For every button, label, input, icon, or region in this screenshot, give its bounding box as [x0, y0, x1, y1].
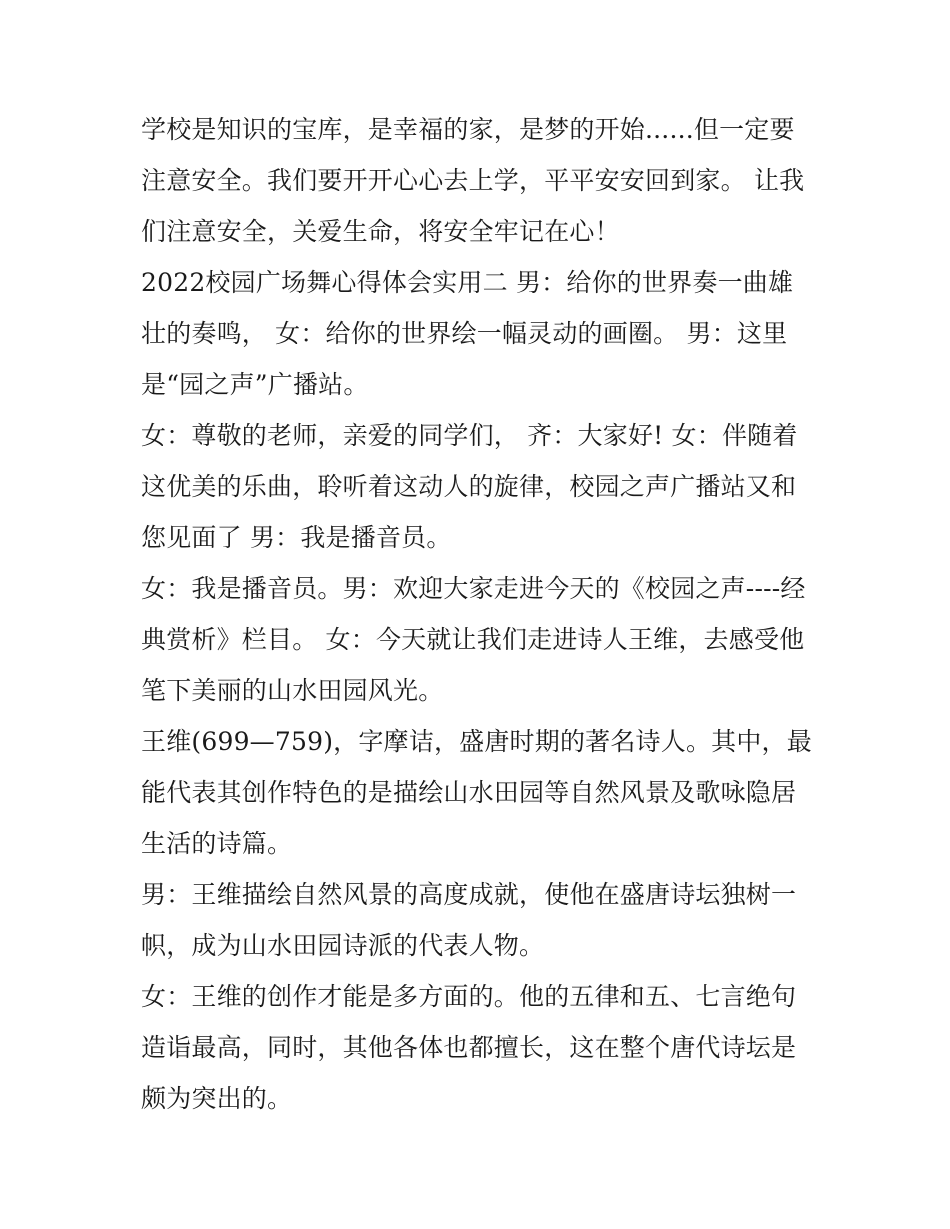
- paragraph-column-intro: 女：我是播音员。男：欢迎大家走进今天的《校园之声----经典赏析》栏目。 女：今天就让我们走进诗人王维，去感受他笔下美丽的山水田园风光。: [141, 574, 806, 705]
- paragraph-title-opening: 2022校园广场舞心得体会实用二 男：给你的世界奏一曲雄壮的奏鸣， 女：给你的世界绘一幅灵动的画圈。 男：这里是“园之声”广播站。: [141, 268, 794, 399]
- paragraph-wangwei-achievement: 男：王维描绘自然风景的高度成就，使他在盛唐诗坛独树一帜，成为山水田园诗派的代表人物。: [141, 880, 797, 960]
- paragraph-safety-closing: 学校是知识的宝库，是幸福的家，是梦的开始......但一定要注意安全。我们要开开心心去上学，平平安安回到家。 让我们注意安全，关爱生命，将安全牢记在心！: [141, 115, 805, 246]
- paragraph-wangwei-bio: 王维(699—759)，字摩诘，盛唐时期的著名诗人。其中，最能代表其创作特色的是描绘山水田园等自然风景及歌咏隐居生活的诗篇。: [141, 727, 812, 858]
- paragraph-greeting: 女：尊敬的老师，亲爱的同学们， 齐：大家好! 女：伴随着这优美的乐曲，聆听着这动人的旋律，校园之声广播站又和您见面了 男：我是播音员。: [141, 421, 798, 552]
- document-body: [141, 104, 813, 1124]
- paragraph-wangwei-talent: 女：王维的创作才能是多方面的。他的五律和五、七言绝句造诣最高，同时，其他各体也都擅长，这在整个唐代诗坛是颇为突出的。: [141, 982, 797, 1113]
